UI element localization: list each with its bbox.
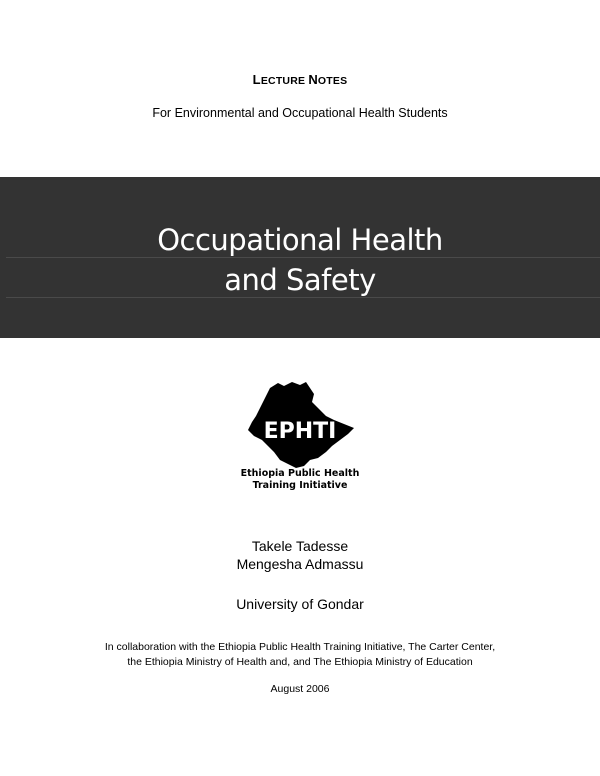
author-2: Mengesha Admassu: [236, 556, 364, 572]
series-sc-ecture: ECTURE: [260, 75, 309, 87]
series-sc-otes: OTES: [317, 75, 348, 87]
logo-name-line1: Ethiopia Public Health: [240, 468, 360, 479]
ephti-logo: [240, 380, 360, 495]
collaboration-line2: the Ethiopia Ministry of Health and, and The Ethiopia Ministry of Education: [127, 656, 473, 668]
logo-name-line2: Training Initiative: [252, 480, 348, 491]
author-1: Takele Tadesse: [251, 538, 349, 554]
logo-acronym: EPHTI: [263, 419, 337, 444]
collaboration-line1: In collaboration with the Ethiopia Public Health Training Initiative, The Carter Center,: [104, 641, 496, 653]
ethiopia-map-icon: [240, 380, 360, 495]
document-title-line1: Occupational Health: [157, 223, 443, 257]
title-banner: [0, 177, 600, 338]
institution: University of Gondar: [236, 596, 364, 612]
series-cap-n: N: [308, 72, 318, 87]
document-title-line2: and Safety: [224, 263, 376, 297]
series-cap-l: L: [252, 72, 261, 87]
publication-date: August 2006: [270, 683, 330, 695]
series-title: [0, 72, 600, 87]
audience-subtitle: For Environmental and Occupational Health Students: [152, 106, 448, 120]
